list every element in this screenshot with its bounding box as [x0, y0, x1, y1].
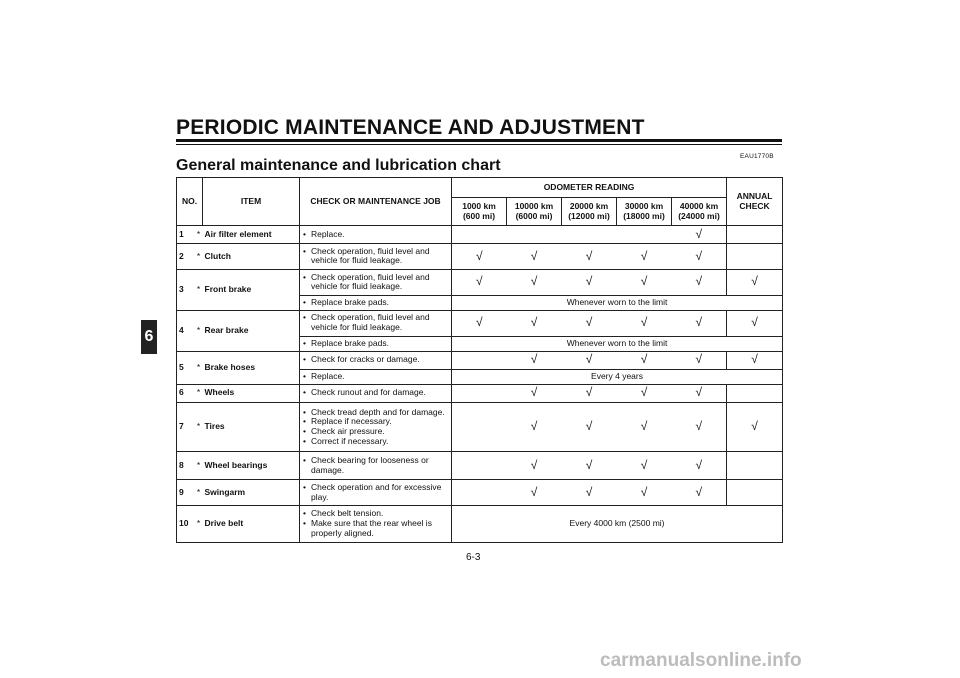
check-mark: √ [452, 244, 507, 270]
check-mark: √ [562, 452, 617, 480]
empty-annual-cell [727, 452, 783, 480]
check-mark: √ [672, 480, 727, 506]
check-mark: √ [617, 384, 672, 402]
check-mark: √ [562, 384, 617, 402]
reading-mi: (12000 mi) [568, 210, 610, 221]
reading-mi: (18000 mi) [623, 210, 665, 221]
interval-text: Every 4000 km (2500 mi) [452, 506, 783, 543]
check-mark: √ [617, 402, 672, 452]
check-mark: √ [507, 452, 562, 480]
job-line: • Check bearing for looseness or damage. [302, 456, 449, 476]
check-mark: √ [562, 402, 617, 452]
row-number: 2 [177, 244, 195, 270]
table-row [177, 226, 783, 244]
check-mark: √ [672, 351, 727, 369]
row-number: 7 [177, 402, 195, 452]
reading-km: 1000 km [462, 200, 496, 211]
page-number: 6-3 [466, 552, 481, 563]
row-number: 6 [177, 384, 195, 402]
empty-annual-cell [727, 384, 783, 402]
header-reading [672, 198, 727, 226]
check-mark: √ [617, 310, 672, 336]
job-line: • Replace if necessary. [302, 417, 449, 427]
check-mark: √ [617, 452, 672, 480]
row-job [300, 351, 452, 369]
row-item: Swingarm [203, 480, 300, 506]
check-mark: √ [617, 244, 672, 270]
row-job [300, 226, 452, 244]
empty-annual-cell [727, 226, 783, 244]
row-asterisk: * [195, 384, 203, 402]
check-mark: √ [562, 480, 617, 506]
section-title: General maintenance and lubrication chart [176, 157, 501, 174]
check-mark: √ [672, 226, 727, 244]
job-line: • Check operation and for excessive play. [302, 483, 449, 503]
row-item: Wheel bearings [203, 452, 300, 480]
interval-text: Whenever worn to the limit [452, 336, 783, 351]
row-asterisk: * [195, 480, 203, 506]
annual-check-mark: √ [727, 402, 783, 452]
check-mark: √ [507, 480, 562, 506]
check-mark: √ [672, 310, 727, 336]
row-number: 1 [177, 226, 195, 244]
row-job [300, 310, 452, 336]
row-job [300, 336, 452, 351]
empty-check-cell [452, 480, 507, 506]
row-job [300, 295, 452, 310]
row-job [300, 269, 452, 295]
job-line: • Correct if necessary. [302, 437, 449, 447]
page-header-title: PERIODIC MAINTENANCE AND ADJUSTMENT [176, 116, 645, 139]
row-number: 8 [177, 452, 195, 480]
header-rule-thin [176, 144, 782, 145]
check-mark: √ [507, 351, 562, 369]
check-mark: √ [672, 452, 727, 480]
check-mark: √ [672, 269, 727, 295]
header-reading [617, 198, 672, 226]
row-item: Drive belt [203, 506, 300, 543]
empty-check-cell [452, 226, 507, 244]
row-asterisk: * [195, 310, 203, 351]
row-item: Air filter element [203, 226, 300, 244]
job-line: • Replace. [302, 372, 449, 382]
header-item: ITEM [203, 178, 300, 226]
check-mark: √ [617, 351, 672, 369]
empty-check-cell [452, 452, 507, 480]
check-mark: √ [672, 384, 727, 402]
row-job [300, 369, 452, 384]
table-row [177, 384, 783, 402]
row-asterisk: * [195, 269, 203, 310]
job-line: • Check air pressure. [302, 427, 449, 437]
empty-check-cell [452, 402, 507, 452]
check-mark: √ [562, 269, 617, 295]
row-item: Rear brake [203, 310, 300, 351]
table-row [177, 506, 783, 543]
row-asterisk: * [195, 351, 203, 384]
reading-mi: (6000 mi) [515, 210, 553, 221]
reading-mi: (600 mi) [462, 210, 496, 221]
row-number: 4 [177, 310, 195, 351]
row-job [300, 452, 452, 480]
annual-check-mark: √ [727, 351, 783, 369]
job-line: • Check operation, fluid level and vehicle for fluid leakage. [302, 273, 449, 293]
header-annual: ANNUAL CHECK [727, 178, 783, 226]
empty-check-cell [617, 226, 672, 244]
row-asterisk: * [195, 226, 203, 244]
header-reading [562, 198, 617, 226]
row-number: 9 [177, 480, 195, 506]
row-job [300, 402, 452, 452]
job-line: • Check operation, fluid level and vehicle for fluid leakage. [302, 247, 449, 267]
check-mark: √ [672, 402, 727, 452]
row-job [300, 480, 452, 506]
check-mark: √ [617, 480, 672, 506]
row-asterisk: * [195, 452, 203, 480]
job-line: • Replace. [302, 230, 449, 240]
check-mark: √ [562, 351, 617, 369]
job-line: • Replace brake pads. [302, 339, 449, 349]
reading-km: 30000 km [624, 200, 664, 211]
table-row [177, 310, 783, 336]
row-item: Brake hoses [203, 351, 300, 384]
table-row [177, 452, 783, 480]
check-mark: √ [507, 310, 562, 336]
row-item: Wheels [203, 384, 300, 402]
maintenance-chart [176, 177, 783, 543]
header-no: NO. [177, 178, 203, 226]
reading-km: 40000 km [679, 200, 719, 211]
header-reading [452, 198, 507, 226]
job-line: • Replace brake pads. [302, 298, 449, 308]
row-asterisk: * [195, 506, 203, 543]
job-line: • Check runout and for damage. [302, 388, 449, 398]
job-line: • Check belt tension. [302, 509, 449, 519]
row-number: 3 [177, 269, 195, 310]
empty-annual-cell [727, 244, 783, 270]
reading-km: 10000 km [514, 200, 554, 211]
check-mark: √ [672, 244, 727, 270]
row-job [300, 244, 452, 270]
table-row [177, 480, 783, 506]
empty-check-cell [452, 351, 507, 369]
check-mark: √ [507, 402, 562, 452]
row-number: 10 [177, 506, 195, 543]
check-mark: √ [452, 269, 507, 295]
job-line: • Check tread depth and for damage. [302, 408, 449, 418]
chapter-tab: 6 [141, 320, 157, 354]
table-row [177, 351, 783, 369]
job-line: • Check operation, fluid level and vehicle for fluid leakage. [302, 313, 449, 333]
check-mark: √ [617, 269, 672, 295]
empty-check-cell [562, 226, 617, 244]
row-item: Clutch [203, 244, 300, 270]
row-item: Tires [203, 402, 300, 452]
row-job [300, 384, 452, 402]
row-number: 5 [177, 351, 195, 384]
check-mark: √ [507, 269, 562, 295]
header-rule-thick [176, 139, 782, 142]
reading-mi: (24000 mi) [678, 210, 720, 221]
row-asterisk: * [195, 402, 203, 452]
table-row [177, 269, 783, 295]
table-row [177, 244, 783, 270]
check-mark: √ [562, 310, 617, 336]
interval-text: Whenever worn to the limit [452, 295, 783, 310]
header-odometer: ODOMETER READING [452, 178, 727, 198]
check-mark: √ [452, 310, 507, 336]
watermark-text: carmanualsonline.info [600, 650, 802, 671]
check-mark: √ [562, 244, 617, 270]
job-line: • Check for cracks or damage. [302, 355, 449, 365]
check-mark: √ [507, 384, 562, 402]
header-reading [507, 198, 562, 226]
reading-km: 20000 km [569, 200, 609, 211]
job-line: • Make sure that the rear wheel is properly aligned. [302, 519, 449, 539]
interval-text: Every 4 years [452, 369, 783, 384]
empty-annual-cell [727, 480, 783, 506]
table-row [177, 402, 783, 452]
row-job [300, 506, 452, 543]
reference-code: EAU1770B [740, 153, 774, 160]
annual-check-mark: √ [727, 269, 783, 295]
header-job: CHECK OR MAINTENANCE JOB [300, 178, 452, 226]
empty-check-cell [507, 226, 562, 244]
row-item: Front brake [203, 269, 300, 310]
empty-check-cell [452, 384, 507, 402]
annual-check-mark: √ [727, 310, 783, 336]
check-mark: √ [507, 244, 562, 270]
row-asterisk: * [195, 244, 203, 270]
